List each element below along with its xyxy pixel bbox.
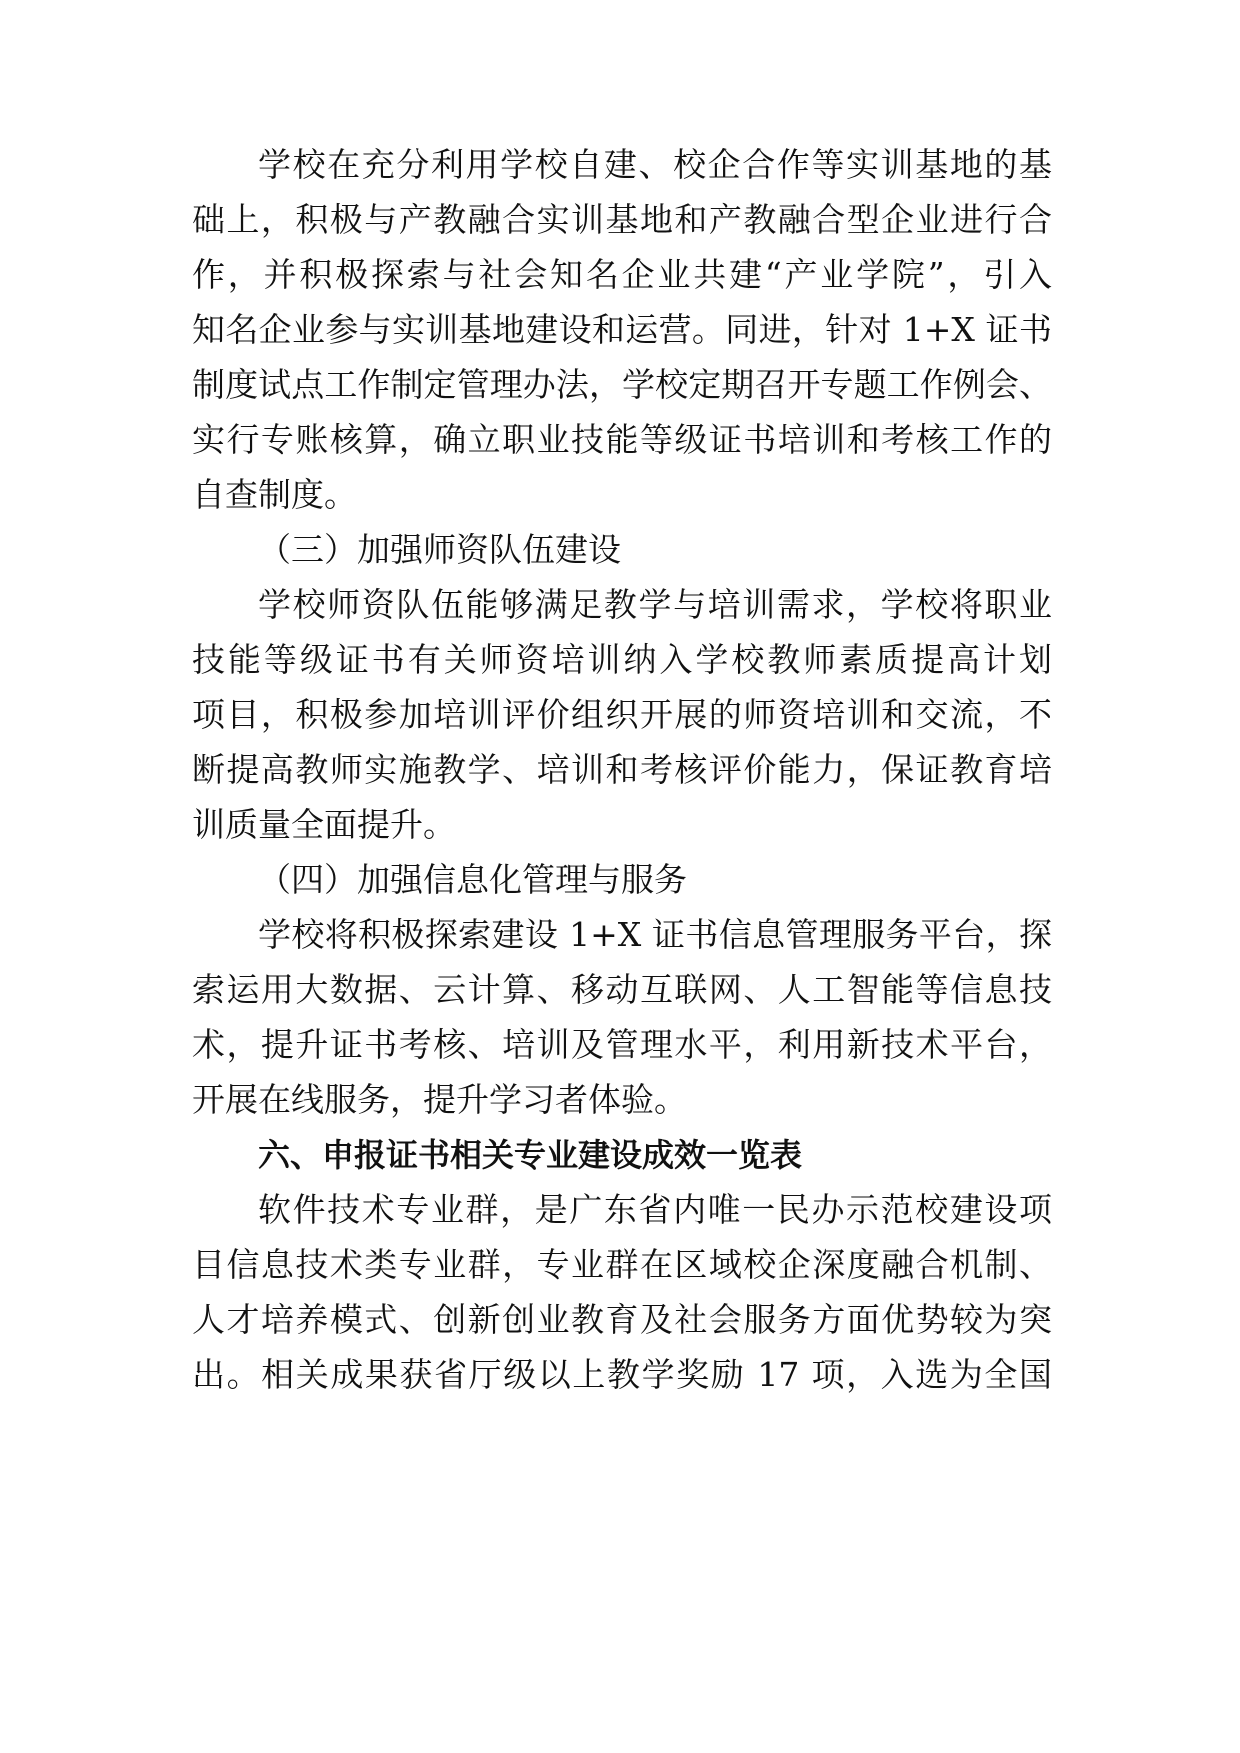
paragraph-line: 学校将积极探索建设 1+X 证书信息管理服务平台，探 xyxy=(258,915,1052,954)
paragraph-line: 开展在线服务，提升学习者体验。 xyxy=(192,1080,687,1119)
paragraph-line: 制度试点工作制定管理办法，学校定期召开专题工作例会、 xyxy=(192,365,1052,404)
paragraph-line: 索运用大数据、云计算、移动互联网、人工智能等信息技 xyxy=(192,970,1052,1009)
paragraph-line: 断提高教师实施教学、培训和考核评价能力，保证教育培 xyxy=(192,750,1052,789)
paragraph-line: 出。相关成果获省厅级以上教学奖励 17 项，入选为全国 xyxy=(192,1355,1052,1394)
paragraph-line: 实行专账核算，确立职业技能等级证书培训和考核工作的 xyxy=(192,420,1052,459)
subheading-teacher-team: （三）加强师资队伍建设 xyxy=(258,530,621,569)
paragraph-line: 训质量全面提升。 xyxy=(192,805,456,844)
paragraph-line: 人才培养模式、创新创业教育及社会服务方面优势较为突 xyxy=(192,1300,1052,1339)
paragraph-line: 自查制度。 xyxy=(192,475,357,514)
paragraph-line: 目信息技术类专业群，专业群在区域校企深度融合机制、 xyxy=(192,1245,1052,1284)
paragraph-line: 术，提升证书考核、培训及管理水平，利用新技术平台， xyxy=(192,1025,1052,1064)
paragraph-line: 技能等级证书有关师资培训纳入学校教师素质提高计划 xyxy=(192,640,1052,679)
section-heading: 六、申报证书相关专业建设成效一览表 xyxy=(258,1136,803,1174)
paragraph-line: 础上，积极与产教融合实训基地和产教融合型企业进行合 xyxy=(192,200,1052,239)
paragraph-line: 软件技术专业群，是广东省内唯一民办示范校建设项 xyxy=(258,1190,1052,1229)
paragraph-line: 学校师资队伍能够满足教学与培训需求，学校将职业 xyxy=(258,585,1052,624)
paragraph-line: 学校在充分利用学校自建、校企合作等实训基地的基 xyxy=(258,145,1052,184)
paragraph-line: 项目，积极参加培训评价组织开展的师资培训和交流，不 xyxy=(192,695,1052,734)
paragraph-line: 作，并积极探索与社会知名企业共建“产业学院”，引入 xyxy=(192,255,1052,294)
paragraph-line: 知名企业参与实训基地建设和运营。同进，针对 1+X 证书 xyxy=(192,310,1052,349)
subheading-information-management: （四）加强信息化管理与服务 xyxy=(258,860,687,899)
